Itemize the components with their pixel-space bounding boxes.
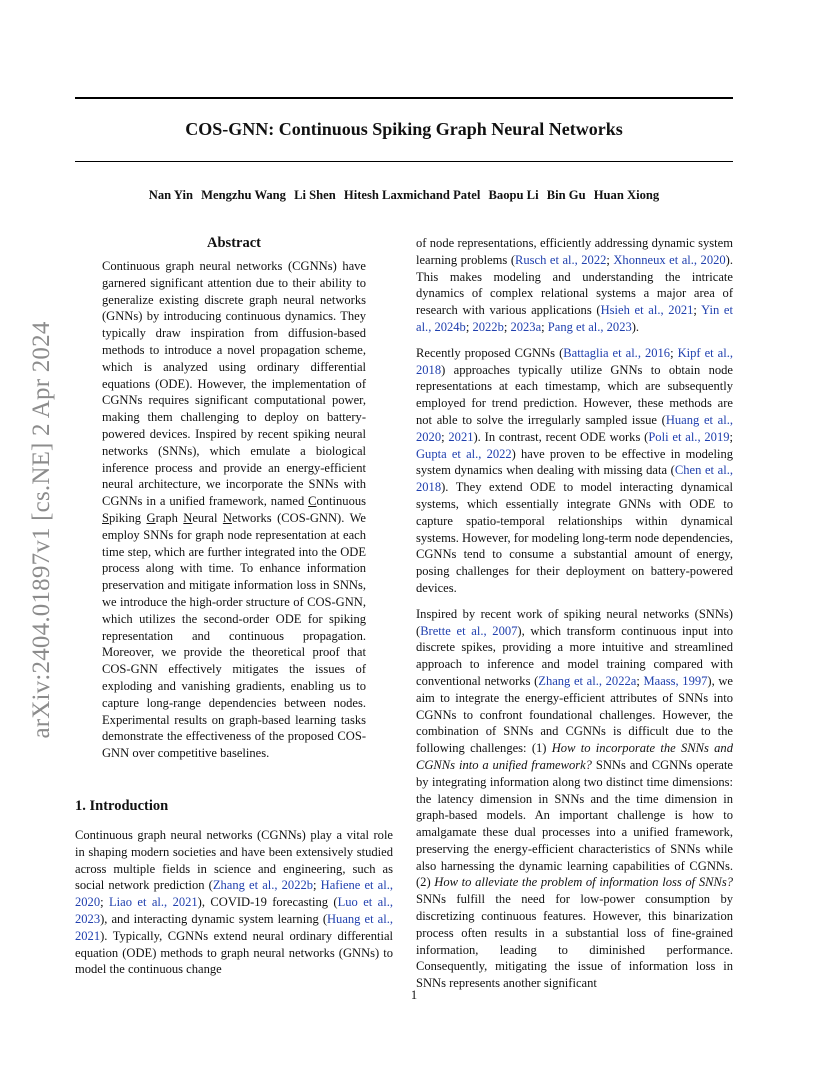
author-name: Nan Yin	[148, 188, 193, 202]
author-name: Huan Xiong	[593, 188, 660, 202]
citation-link[interactable]: 2021	[448, 429, 474, 444]
citation-link[interactable]: Huang et al., 2020	[416, 412, 734, 444]
page-number: 1	[410, 988, 418, 1002]
author-name: Li Shen	[294, 188, 336, 202]
citation-link[interactable]: Luo et al., 2023	[75, 895, 393, 926]
citation-link[interactable]: Hsieh et al., 2021	[600, 303, 694, 318]
paper-title: COS-GNN: Continuous Spiking Graph Neural Networks	[185, 119, 623, 139]
author-name: Mengzhu Wang	[201, 188, 286, 202]
citation-link[interactable]: Xhonneux et al., 2020	[613, 252, 726, 267]
research-question: How to incorporate the SNNs and CGNNs into a unified framework?	[416, 741, 733, 772]
author-list	[75, 188, 733, 203]
citation-link[interactable]: Kipf et al., 2018	[416, 345, 734, 377]
citation-link[interactable]: Zhang et al., 2022a	[538, 673, 637, 688]
abstract-heading: Abstract	[207, 235, 261, 251]
body-paragraph: Inspired by recent work of spiking neural networks (SNNs) (Brette et al., 2007), which transform continuous input into discrete spikes, providing a more intuitive and streamlined approach to inference and model training compared with conventional networks (Zhang et al., 2022a; Maass, 1997), we aim to integrate the energy-efficient attributes of SNNs into CGNNs to confront foundational challenges. However, the combination of SNNs and CGNNs is difficult due to the following challenges: (1) How to incorporate the SNNs and CGNNs into a unified framework? SNNs and CGNNs operate by integrating information along two distinct time dimensions: the latency dimension in SNNs and the time dimension in graph-based models. An important challenge is how to amalgamate these dual processes into a unified framework, preserving the energy-efficient characteristics of SNNs while also harnessing the dynamic learning capabilities of CGNNs. (2) How to alleviate the problem of information loss of SNNs? SNNs fulfill the need for low-power consumption by discretizing continuous features. However, this binarization process often results in a substantial loss of fine-grained information, leading to diminished performance. Consequently, mitigating the issue of information loss in SNNs represents another significant	[416, 606, 733, 991]
intro-paragraph: Continuous graph neural networks (CGNNs) play a vital role in shaping modern societies and have been extensively studied across multiple fields in science and engineering, such as social network prediction (Zhang et al., 2022b; Hafiene et al., 2020; Liao et al., 2021), COVID-19 forecasting (Luo et al., 2023), and interacting dynamic system learning (Huang et al., 2021). Typically, CGNNs extend neural ordinary differential equation (ODE) methods to graph neural networks (GNNs) to model the continuous change	[75, 828, 394, 977]
body-paragraph: Recently proposed CGNNs (Battaglia et al., 2016; Kipf et al., 2018) approaches typically utilize GNNs to obtain node representations at each timestamp, which are subsequently employed for trend prediction. However, these methods are not able to solve the irregularly sampled issue (Huang et al., 2020; 2021). In contrast, recent ODE works (Poli et al., 2019; Gupta et al., 2022) have proven to be effective in modeling system dynamics when dealing with missing data (Chen et al., 2018). They extend ODE to model interacting dynamical systems, which essentially integrate GNNs with ODE to capture spatio-temporal relationships within dynamical systems. However, for modeling long-term node dependencies, CGNNs tend to consume a substantial amount of energy, posing challenges for their deployment on battery-powered devices.	[416, 345, 734, 595]
citation-link[interactable]: Zhang et al., 2022b	[212, 878, 314, 893]
citation-link[interactable]: Hafiene et al., 2020	[75, 878, 394, 910]
citation-link[interactable]: Maass, 1997	[643, 673, 708, 688]
citation-link[interactable]: Poli et al., 2019	[648, 429, 730, 444]
title-bottom-rule	[75, 161, 733, 162]
author-name: Bin Gu	[546, 188, 586, 202]
citation-link[interactable]: Chen et al., 2018	[416, 463, 733, 495]
arxiv-stamp: arXiv:2404.01897v1 [cs.NE] 2 Apr 2024	[28, 321, 55, 739]
citation-link[interactable]: Yin et al., 2024b	[416, 303, 733, 334]
citation-link[interactable]: 2023a	[510, 319, 542, 334]
citation-link[interactable]: Pang et al., 2023	[547, 319, 632, 334]
citation-link[interactable]: Battaglia et al., 2016	[563, 345, 671, 360]
author-name: Hitesh Laxmichand Patel	[343, 188, 481, 202]
body-paragraph: of node representations, efficiently addressing dynamic system learning problems (Rusch et al., 2022; Xhonneux et al., 2020). This makes modeling and understanding the intricate dynamics of complex relational systems a major area of research with various applications (Hsieh et al., 2021; Yin et al., 2024b; 2022b; 2023a; Pang et al., 2023).	[416, 236, 733, 334]
citation-link[interactable]: Brette et al., 2007	[420, 623, 518, 638]
abstract-section	[102, 234, 366, 771]
top-rule	[75, 97, 733, 99]
right-column	[416, 235, 733, 1001]
citation-link[interactable]: Liao et al., 2021	[108, 895, 198, 910]
abstract-text: Continuous graph neural networks (CGNNs) have garnered significant attention due to their ability to generalize existing discrete graph neural networks (GNNs) by introducing continuous dynamics. They typically draw inspiration from diffusion-based methods to introduce a novel propagation scheme, which is analyzed using ordinary differential equations (ODE). However, the implementation of CGNNs requires significant computational power, making them challenging to deploy on battery-powered devices. Inspired by recent spiking neural networks (SNNs), which emulate a biological inference process and provide an energy-efficient neural architecture, we incorporate the SNNs with CGNNs in a unified framework, named Continuous Spiking Graph Neural Networks (COS-GNN). We employ SNNs for graph node representation at each time step, which are further integrated into the ODE process along with time. To enhance information preservation and mitigate information loss in SNNs, we introduce the high-order structure of COS-GNN, which utilizes the second-order ODE for spiking representation and continuous propagation. Moreover, we provide the theoretical proof that COS-GNN effectively mitigates the issues of exploding and vanishing gradients, enabling us to capture long-range dependencies between nodes. Experimental results on graph-based learning tasks demonstrate the effectiveness of the proposed COS-GNN over competitive baselines.	[102, 259, 366, 761]
research-question: How to alleviate the problem of information loss of SNNs?	[434, 875, 733, 890]
citation-link[interactable]: Rusch et al., 2022	[515, 252, 607, 267]
citation-link[interactable]: Huang et al., 2021	[75, 911, 393, 943]
introduction-section	[75, 795, 393, 987]
citation-link[interactable]: Gupta et al., 2022	[416, 446, 512, 461]
section-heading: 1. Introduction	[75, 798, 169, 814]
author-name: Baopu Li	[488, 188, 539, 202]
citation-link[interactable]: 2022b	[472, 319, 504, 334]
